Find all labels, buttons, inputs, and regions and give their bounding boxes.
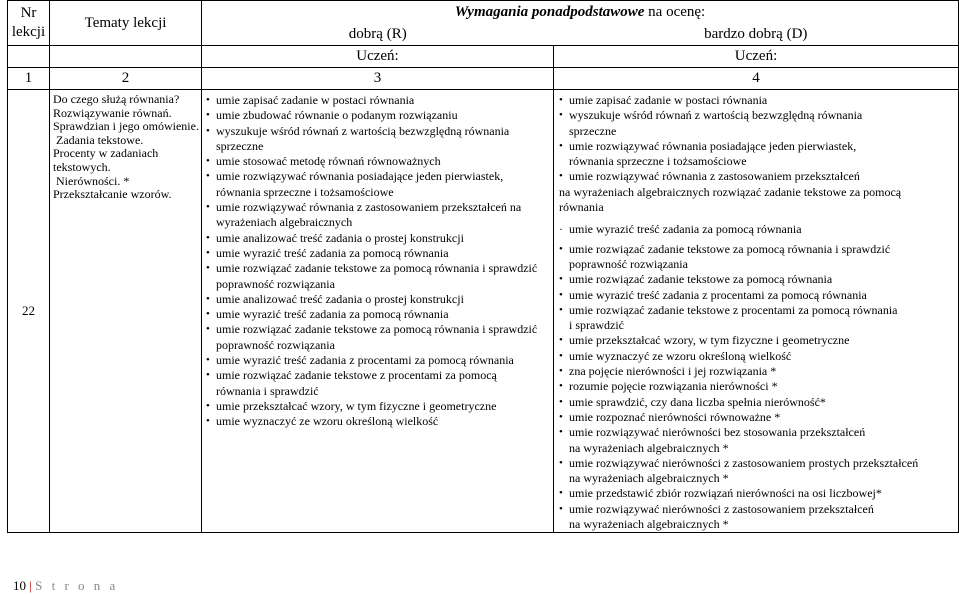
header-wymagania-suffix: na ocenę:	[644, 3, 706, 20]
requirement-item: • wyszukuje wśród równań z wartością bezwzględną równania	[559, 108, 958, 123]
requirement-item-continuation: równania i sprawdzić	[216, 383, 319, 398]
requirement-item: • umie rozwiązywać równania z zastosowaniem przekształceń na	[206, 200, 553, 215]
header-nr-text: Nr lekcji	[11, 5, 46, 40]
requirement-item-continuation: równania	[559, 200, 604, 215]
header-tematy	[50, 1, 202, 46]
page-number: 10	[13, 578, 26, 593]
col-num-3	[202, 68, 554, 90]
header-wymagania-title: Wymagania ponadpodstawowe	[454, 3, 645, 20]
requirement-item: • umie rozwiązać zadanie tekstowe za pomocą równania i sprawdzić	[206, 322, 553, 337]
requirements-d-list	[554, 93, 958, 532]
header-bardzo-dobra-text: bardzo dobrą (D)	[704, 25, 808, 42]
requirement-item: • umie rozwiązywać równania posiadające jeden pierwiastek,	[559, 139, 958, 154]
requirement-item-continuation: na wyrażeniach algebraicznych *	[569, 471, 729, 486]
requirements-r-list	[202, 93, 553, 430]
requirement-item-continuation: sprzeczne	[569, 123, 617, 138]
requirement-item: • umie analizować treść zadania o prostej konstrukcji	[206, 292, 553, 307]
requirement-item-continuation: wyrażeniach algebraicznych	[216, 215, 353, 230]
header-uczen-r-text: Uczeń:	[356, 48, 399, 64]
requirement-item: • umie stosować metodę równań równoważnych	[206, 154, 553, 169]
requirement-item: • umie przedstawić zbiór rozwiązań nierówności na osi liczbowej*	[559, 486, 958, 501]
topic-line: Sprawdzian i jego omówienie.	[53, 119, 199, 134]
requirements-r	[202, 90, 554, 533]
requirement-item: • umie wyznaczyć ze wzoru określoną wielkość	[206, 414, 553, 429]
topic-line: Nierówności. *	[56, 173, 130, 188]
page-separator: |	[29, 578, 32, 593]
requirements-d	[554, 90, 959, 533]
requirement-item: • umie wyrazić treść zadania za pomocą równania	[206, 246, 553, 261]
col-num-2	[50, 68, 202, 90]
requirement-item: • umie wyznaczyć ze wzoru określoną wielkość	[559, 349, 958, 364]
header-uczen-r	[202, 46, 554, 68]
col-num-1-text: 1	[24, 70, 33, 86]
requirement-item-continuation: poprawność rozwiązania	[569, 256, 688, 271]
header-nr	[8, 1, 50, 46]
topic-line: Przekształcanie wzorów.	[53, 187, 172, 202]
requirement-item: • wyszukuje wśród równań z wartością bezwzględną równania	[206, 124, 553, 139]
requirement-item: • zna pojęcie nierówności i jej rozwiązania *	[559, 364, 958, 379]
requirement-item-continuation: równania sprzeczne i tożsamościowe	[569, 154, 747, 169]
header-tematy-text: Tematy lekcji	[84, 14, 167, 31]
requirement-item: • umie przekształcać wzory, w tym fizyczne i geometryczne	[206, 399, 553, 414]
requirement-item: • umie wyrazić treść zadania za pomocą równania	[206, 307, 553, 322]
requirement-item-continuation: na wyrażeniach algebraicznych *	[569, 517, 729, 532]
requirement-item: • umie rozwiązywać równania posiadające jeden pierwiastek,	[206, 169, 553, 184]
requirement-item: • umie zbudować równanie o podanym rozwiązaniu	[206, 108, 553, 123]
col-num-4-text: 4	[752, 70, 760, 86]
requirement-item-continuation: na wyrażeniach algebraicznych *	[569, 440, 729, 455]
topic-line: tekstowych.	[53, 159, 111, 174]
header-dobra-text: dobrą (R)	[348, 25, 407, 42]
requirement-item: • umie wyrazić treść zadania z procentami za pomocą równania	[206, 353, 553, 368]
requirements-table	[7, 0, 959, 533]
requirement-item: • umie zapisać zadanie w postaci równania	[559, 93, 958, 108]
requirement-item-continuation: sprzeczne	[216, 138, 264, 153]
topic-line: Procenty w zadaniach	[53, 146, 159, 161]
requirement-item: • umie rozwiązywać nierówności z zastosowaniem przekształceń	[559, 502, 958, 517]
requirement-item: • umie analizować treść zadania o prostej konstrukcji	[206, 231, 553, 246]
requirement-item: • umie rozwiązać zadanie tekstowe z procentami za pomocą	[206, 368, 553, 383]
requirement-item-continuation: równania sprzeczne i tożsamościowe	[216, 184, 394, 199]
requirement-item: • umie rozwiązać zadanie tekstowe za pomocą równania i sprawdzić	[206, 261, 553, 276]
header-dobra	[202, 24, 554, 46]
requirement-item: • umie wyrazić treść zadania z procentami za pomocą równania	[559, 288, 958, 303]
requirement-item-continuation: poprawność rozwiązania	[216, 276, 335, 291]
requirement-item: • umie rozwiązywać nierówności z zastosowaniem prostych przekształceń	[559, 456, 958, 471]
requirement-item: • umie rozwiązywać równania z zastosowaniem przekształceń	[559, 169, 958, 184]
requirement-item: • umie sprawdzić, czy dana liczba spełnia nierówność*	[559, 395, 958, 410]
requirement-item: • rozumie pojęcie rozwiązania nierówności *	[559, 379, 958, 394]
header-uczen-d-text: Uczeń:	[734, 48, 778, 64]
requirement-item: • umie rozwiązać zadanie tekstowe za pomocą równania i sprawdzić	[559, 242, 958, 257]
requirement-item: · umie wyrazić treść zadania za pomocą równania	[559, 222, 958, 237]
topic-line: Do czego służą równania?	[53, 92, 180, 106]
requirement-item: • umie zapisać zadanie w postaci równania	[206, 93, 553, 108]
topic-line: Rozwiązywanie równań.	[53, 105, 172, 120]
requirement-item: • umie rozwiązać zadanie tekstowe z procentami za pomocą równania	[559, 303, 958, 318]
page-label: S t r o n a	[35, 578, 119, 593]
col-num-2-text: 2	[121, 70, 130, 86]
col-num-3-text: 3	[373, 70, 382, 86]
requirement-item-continuation: i sprawdzić	[569, 318, 624, 333]
topic-line: Zadania tekstowe.	[56, 132, 144, 147]
page-footer	[13, 578, 118, 594]
requirement-item: • umie rozpoznać nierówności równoważne *	[559, 410, 958, 425]
header-wymagania	[202, 1, 959, 24]
lesson-number-text: 22	[22, 303, 35, 319]
header-bardzo-dobra	[554, 24, 959, 46]
requirement-item-continuation: na wyrażeniach algebraicznych rozwiązać zadanie tekstowe za pomocą	[559, 184, 902, 199]
col-num-1	[8, 68, 50, 90]
topics-list	[53, 93, 199, 202]
lesson-number	[8, 90, 50, 533]
requirement-item: • umie przekształcać wzory, w tym fizyczne i geometryczne	[559, 333, 958, 348]
lesson-topics	[50, 90, 202, 533]
requirement-item: • umie rozwiązać zadanie tekstowe za pomocą równania	[559, 272, 958, 287]
col-num-4	[554, 68, 959, 90]
requirement-item: • umie rozwiązywać nierówności bez stosowania przekształceń	[559, 425, 958, 440]
requirement-item-continuation: poprawność rozwiązania	[216, 337, 335, 352]
header-uczen-d	[554, 46, 959, 68]
